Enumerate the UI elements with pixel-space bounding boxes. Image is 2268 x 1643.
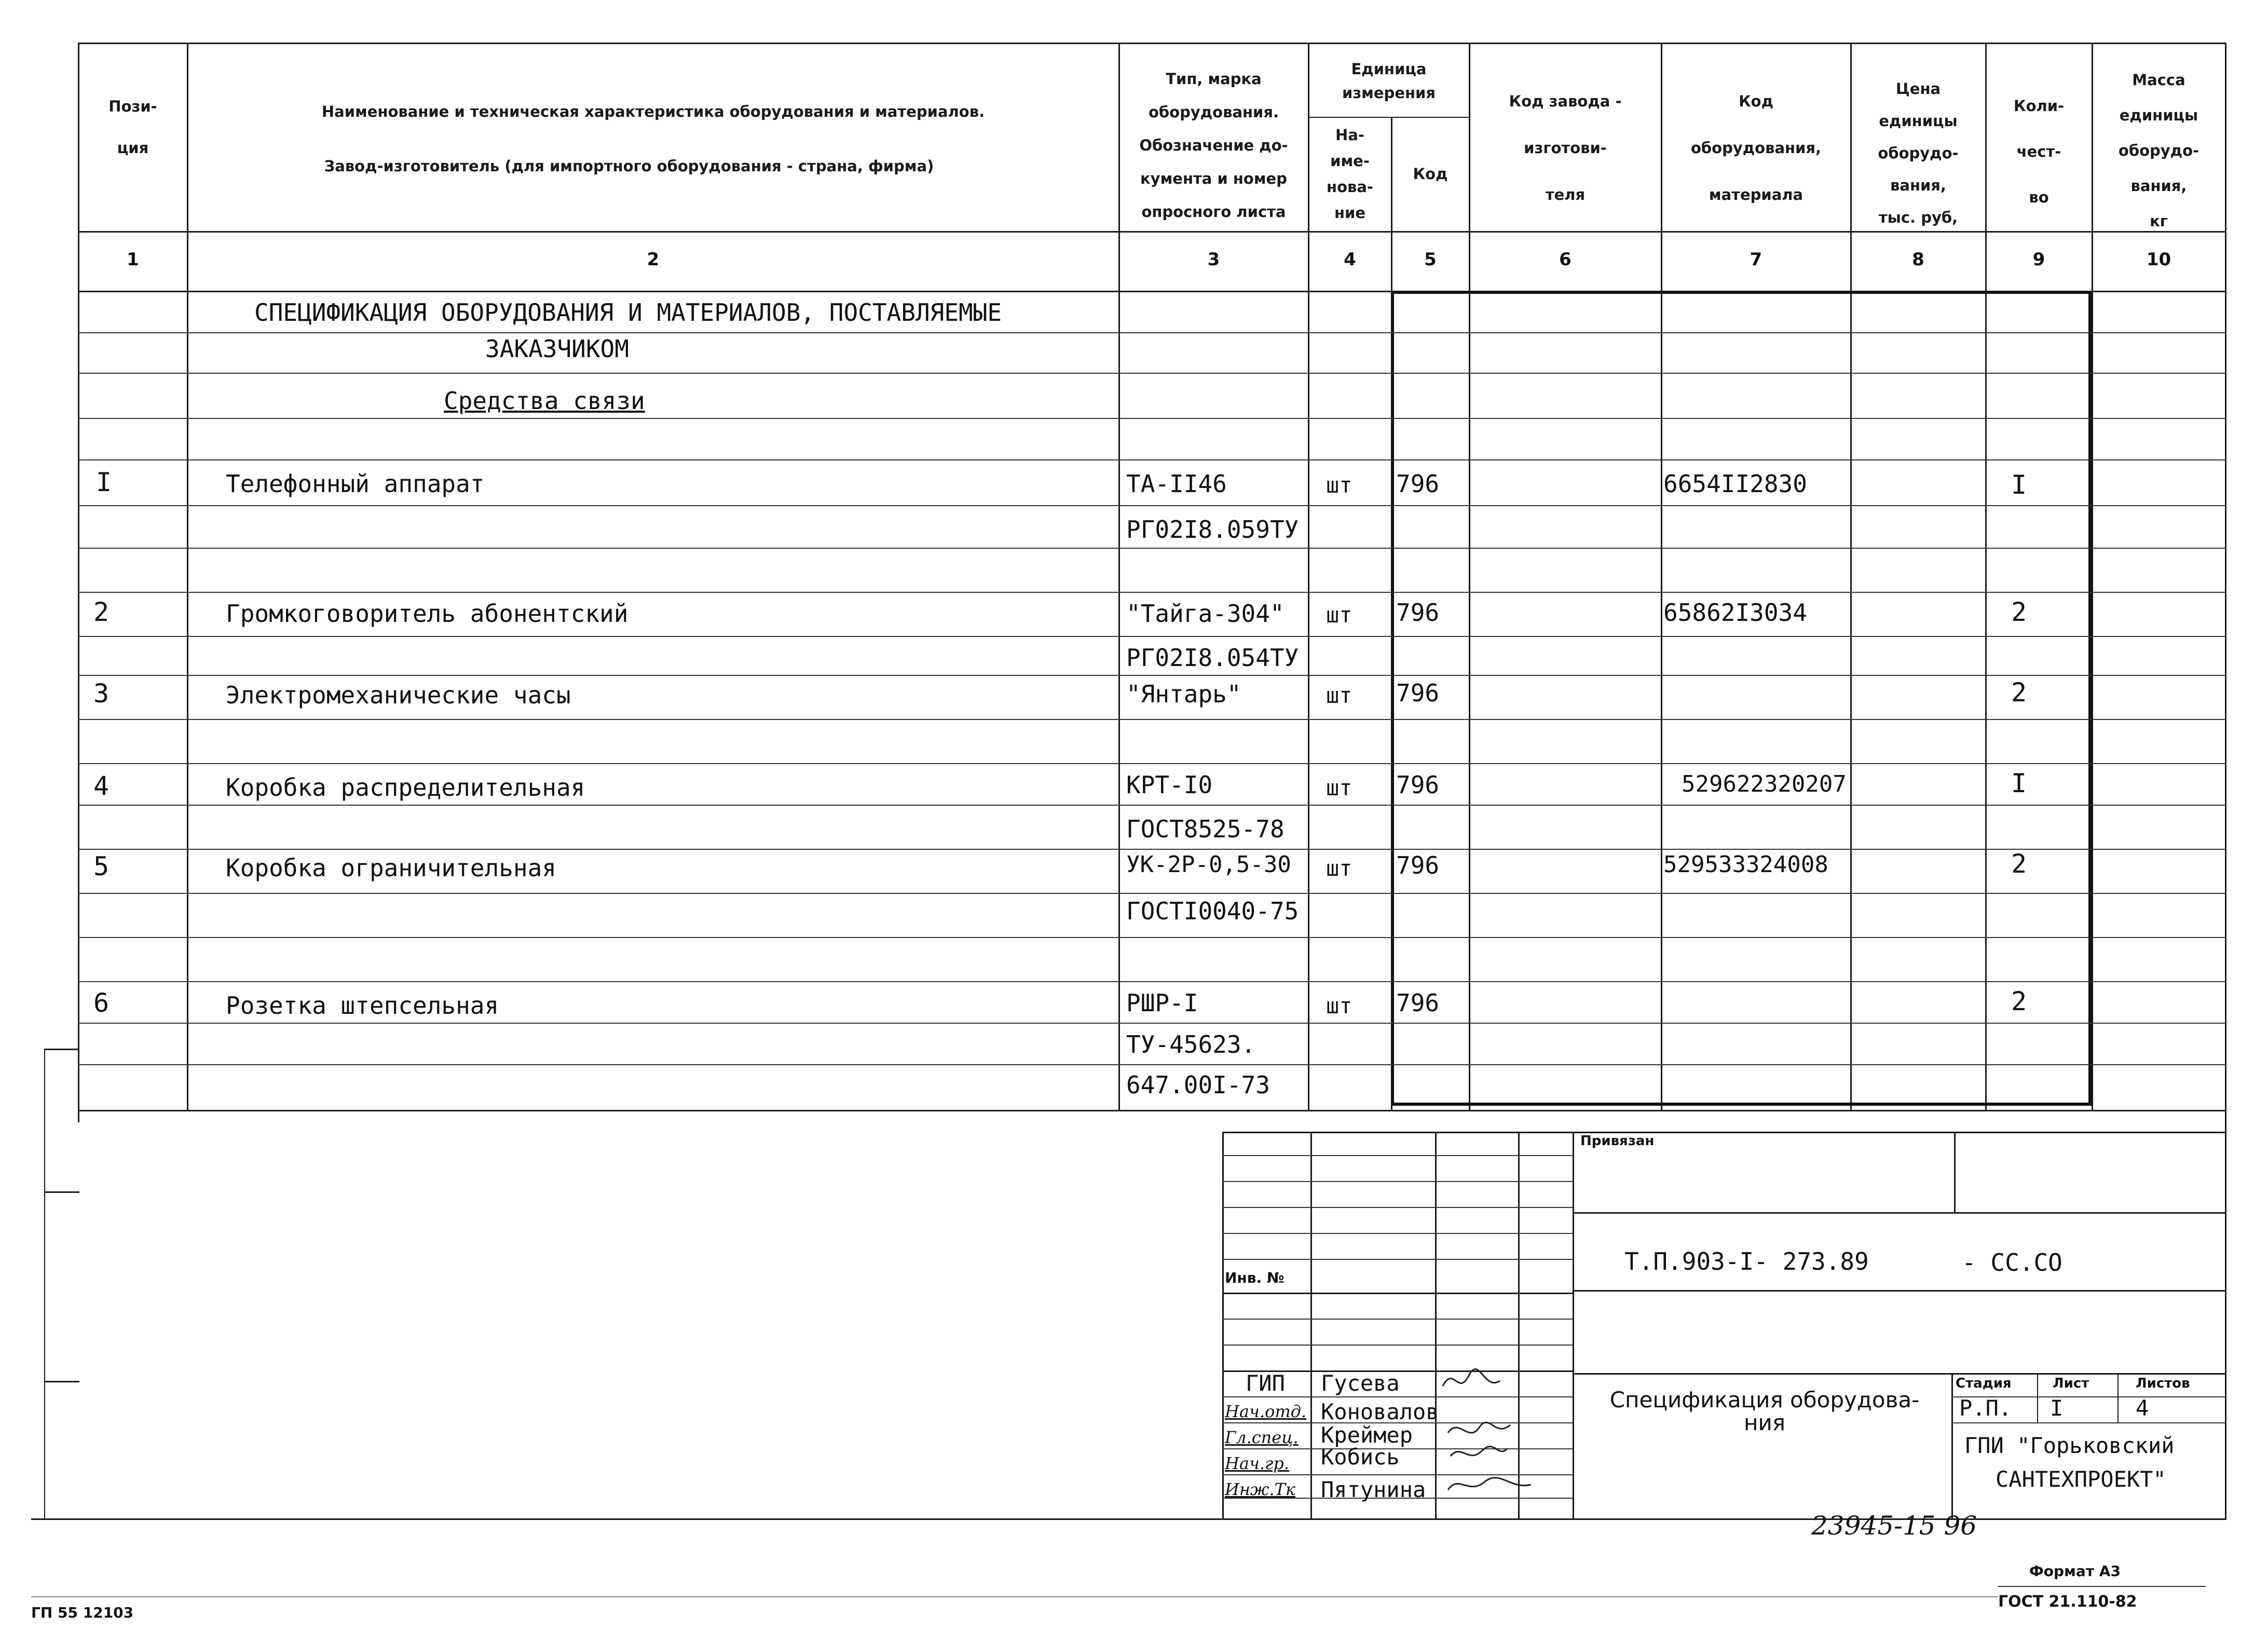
header-name-line1: Наименование и техническая характеристика оборудования и материалов. bbox=[321, 103, 985, 120]
signature-name: Пятунина bbox=[1321, 1477, 1426, 1502]
item-doc: ТУ-45623. bbox=[1126, 1030, 1256, 1058]
signature-role: Нач.гр. bbox=[1225, 1454, 1289, 1473]
item-unit: шт bbox=[1326, 683, 1352, 708]
item-name: Розетка штепсельная bbox=[226, 992, 499, 1020]
stage-label: Стадия bbox=[1956, 1376, 2012, 1391]
header-position: Пози- ция bbox=[108, 98, 157, 157]
item-name: Электромеханические часы bbox=[226, 681, 571, 709]
frame-top bbox=[78, 43, 2226, 44]
document-title: Спецификация оборудова- ния bbox=[1609, 1387, 1920, 1435]
item-equipment-code: 6654II2830 bbox=[1663, 470, 1807, 498]
item-position: 2 bbox=[93, 597, 110, 627]
signature-name: Гусева bbox=[1321, 1370, 1400, 1396]
col-number: 8 bbox=[1912, 249, 1924, 270]
item-name: Коробка распределительная bbox=[226, 773, 585, 802]
item-position: 5 bbox=[93, 851, 110, 881]
item-doc: РГ02I8.059ТУ bbox=[1126, 515, 1299, 544]
col-number: 3 bbox=[1207, 249, 1220, 270]
col-number: 10 bbox=[2146, 249, 2171, 270]
item-code: 796 bbox=[1396, 679, 1440, 707]
signature-role: ГИП bbox=[1246, 1370, 1285, 1396]
item-name: Телефонный аппарат bbox=[226, 470, 485, 498]
item-type: КРТ-I0 bbox=[1126, 771, 1213, 799]
item-position: 3 bbox=[93, 678, 110, 709]
header-mass: Масса единицы оборудо- вания, кг bbox=[2118, 71, 2199, 230]
col-number: 9 bbox=[2032, 249, 2045, 270]
item-type: "Янтарь" bbox=[1126, 680, 1241, 708]
section-title-line2: ЗАКАЗЧИКОМ bbox=[485, 335, 629, 363]
item-unit: шт bbox=[1326, 472, 1352, 498]
sheet-value: I bbox=[2050, 1395, 2064, 1421]
item-unit: шт bbox=[1326, 602, 1352, 628]
gost-label: ГОСТ 21.110-82 bbox=[1998, 1593, 2137, 1611]
item-quantity: I bbox=[2011, 768, 2027, 798]
col-number: 2 bbox=[647, 249, 660, 270]
item-quantity: 2 bbox=[2011, 597, 2027, 627]
item-equipment-code: 529622320207 bbox=[1682, 771, 1847, 797]
item-type: ТА-II46 bbox=[1126, 470, 1227, 498]
signature-role: Гл.спец. bbox=[1225, 1428, 1299, 1447]
item-equipment-code: 65862I3034 bbox=[1663, 599, 1807, 627]
stage-value: Р.П. bbox=[1959, 1395, 2012, 1421]
col-number: 6 bbox=[1559, 249, 1572, 270]
signature-role: Нач.отд. bbox=[1225, 1402, 1307, 1421]
col-number: 1 bbox=[127, 249, 139, 270]
item-quantity: I bbox=[2011, 470, 2027, 500]
item-code: 796 bbox=[1396, 599, 1440, 627]
header-unit-name: На- име- нова- ние bbox=[1327, 126, 1373, 222]
format-label: Формат А3 bbox=[2029, 1563, 2121, 1580]
privyazan-label: Привязан bbox=[1580, 1133, 1655, 1149]
col-number: 7 bbox=[1750, 249, 1763, 270]
header-name-line2: Завод-изготовитель (для импортного оборудования - страна, фирма) bbox=[324, 157, 934, 175]
item-type: УК-2Р-0,5-30 bbox=[1126, 851, 1291, 878]
item-code: 796 bbox=[1396, 771, 1440, 799]
item-type: "Тайга-304" bbox=[1126, 600, 1285, 628]
item-doc: РГ02I8.054ТУ bbox=[1126, 644, 1299, 672]
signature-name: Кобись bbox=[1321, 1444, 1400, 1470]
frame-left bbox=[78, 43, 79, 1122]
organization-line2: САНТЕХПРОЕКТ" bbox=[1996, 1467, 2166, 1492]
organization-line1: ГПИ "Горьковский bbox=[1964, 1433, 2175, 1458]
item-type: РШР-I bbox=[1126, 989, 1198, 1017]
handwritten-signatures bbox=[1438, 1365, 1541, 1521]
item-unit: шт bbox=[1326, 993, 1352, 1019]
document-code-suffix: - СС.СО bbox=[1962, 1248, 2062, 1277]
item-doc: ГОСТI0040-75 bbox=[1126, 897, 1299, 925]
item-position: I bbox=[96, 467, 112, 497]
item-unit: шт bbox=[1326, 856, 1352, 881]
header-unit-code: Код bbox=[1413, 165, 1448, 183]
item-doc: ГОСТ8525-78 bbox=[1126, 815, 1285, 843]
signature-name: Креймер bbox=[1321, 1422, 1413, 1448]
signature-name: Коновалов bbox=[1321, 1399, 1439, 1424]
bold-box bbox=[1391, 291, 2092, 1106]
item-equipment-code: 529533324008 bbox=[1663, 851, 1828, 878]
item-code: 796 bbox=[1396, 989, 1440, 1017]
header-factory-code: Код завода - изготови- теля bbox=[1509, 92, 1622, 203]
section-title-line1: СПЕЦИФИКАЦИЯ ОБОРУДОВАНИЯ И МАТЕРИАЛОВ, ПОСТАВЛЯЕМЫЕ bbox=[254, 298, 1002, 327]
header-quantity: Коли- чест- во bbox=[2013, 97, 2065, 206]
document-code: Т.П.903-I- 273.89 bbox=[1624, 1247, 1869, 1275]
header-unit-group: Единица измерения bbox=[1342, 60, 1436, 102]
section-subtitle: Средства связи bbox=[444, 387, 645, 415]
item-position: 6 bbox=[93, 988, 110, 1018]
header-price: Цена единицы оборудо- вания, тыс. руб, bbox=[1878, 80, 1959, 226]
header-type: Тип, марка оборудования. Обозначение до- кумента и номер опросного листа bbox=[1139, 70, 1288, 221]
header-equipment-code: Код оборудования, материала bbox=[1690, 92, 1822, 203]
item-name: Коробка ограничительная bbox=[226, 854, 556, 882]
inventory-number-label: Инв. № bbox=[1225, 1269, 1285, 1286]
sheets-value: 4 bbox=[2136, 1395, 2149, 1421]
item-unit: шт bbox=[1326, 775, 1352, 800]
col-number: 5 bbox=[1424, 249, 1437, 270]
sheets-label: Листов bbox=[2136, 1376, 2190, 1391]
signature-role: Инж.Тк bbox=[1225, 1479, 1295, 1499]
col-number: 4 bbox=[1344, 249, 1356, 270]
item-code: 796 bbox=[1396, 470, 1440, 498]
item-quantity: 2 bbox=[2011, 677, 2027, 708]
item-code: 796 bbox=[1396, 851, 1440, 879]
sheet-label: Лист bbox=[2053, 1376, 2089, 1391]
item-position: 4 bbox=[93, 771, 110, 801]
archive-number: 23945-15 96 bbox=[1811, 1511, 1977, 1541]
item-doc-continued: 647.00I-73 bbox=[1126, 1071, 1270, 1099]
item-quantity: 2 bbox=[2011, 986, 2027, 1016]
stamp-label: ГП 55 12103 bbox=[31, 1604, 134, 1621]
item-name: Громкоговоритель абонентский bbox=[226, 600, 629, 628]
item-quantity: 2 bbox=[2011, 849, 2027, 879]
